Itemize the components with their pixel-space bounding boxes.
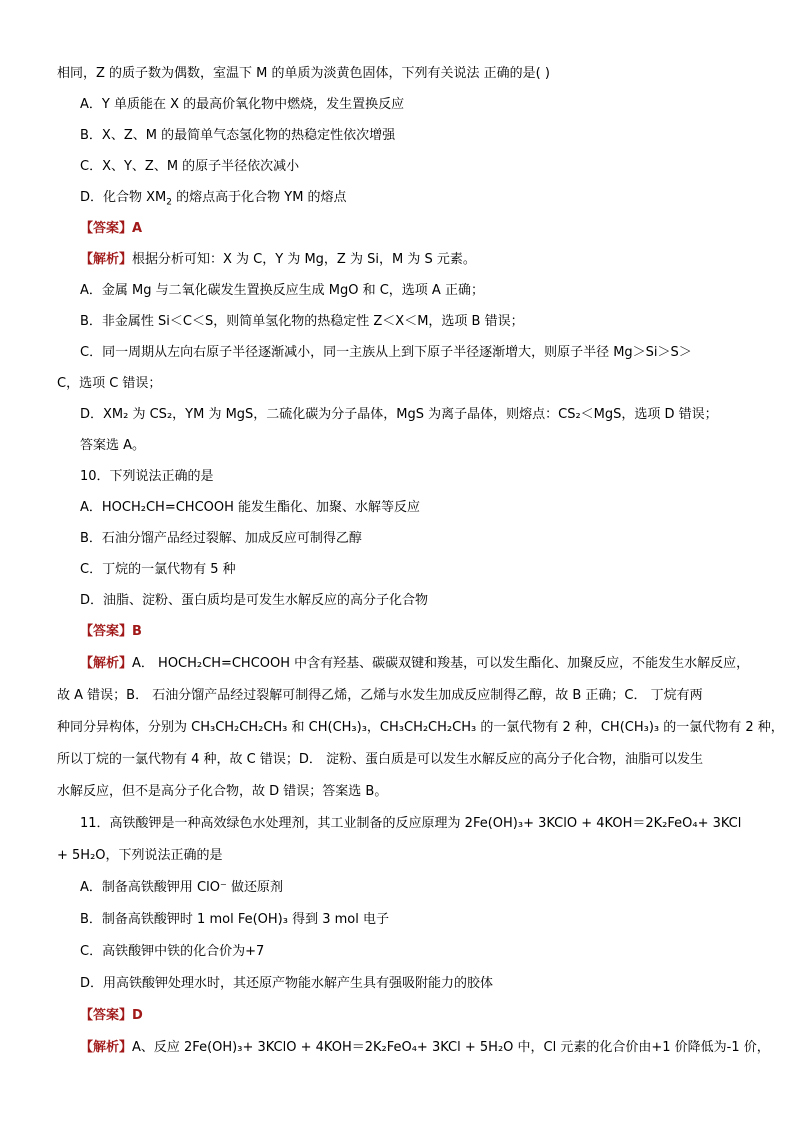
question-11-stem: 11．高铁酸钾是一种高效绿色水处理剂，其工业制备的反应原理为 2Fe(OH)₃+ 3KClO + 4KOH＝2K₂FeO₄+ 3KCl [80, 816, 742, 831]
answer-10: 【答案】B [80, 624, 142, 639]
explanation-10-line-2: 故 A 错误；B． 石油分馏产品经过裂解可制得乙烯，乙烯与水发生加成反应制得乙醇，故 B 正确；C． 丁烷有两 [57, 688, 703, 703]
question-11-option-d: D．用高铁酸钾处理水时，其还原产物能水解产生具有强吸附能力的胶体 [80, 976, 494, 991]
explanation-9-d: D．XM₂ 为 CS₂，YM 为 MgS，二硫化碳为分子晶体，MgS 为离子晶体，则熔点：CS₂＜MgS，选项 D 错误； [80, 407, 718, 422]
explanation-10-line-3: 种同分异构体，分别为 CH₃CH₂CH₂CH₃ 和 CH(CH₃)₃，CH₃CH₂CH₂CH₃ 的一氯代物有 2 种，CH(CH₃)₃ 的一氯代物有 2 种， [57, 720, 784, 735]
question-10-option-c: C．丁烷的一氯代物有 5 种 [80, 562, 236, 577]
answer-9: 【答案】A [80, 221, 143, 236]
explanation-9-c: C．同一周期从左向右原子半径逐渐减小，同一主族从上到下原子半径逐渐增大，则原子半径 Mg＞Si＞S＞ [80, 345, 692, 360]
question-9-option-d: D．化合物 $XM_2$ 的熔点高于化合物 YM 的熔点 [80, 190, 347, 208]
explanation-9-a: A．金属 Mg 与二氧化碳发生置换反应生成 MgO 和 C，选项 A 正确； [80, 283, 484, 298]
explanation-9-conclusion: 答案选 A。 [80, 438, 146, 453]
explanation-9-c-cont: C，选项 C 错误； [57, 376, 162, 391]
question-10-option-b: B．石油分馏产品经过裂解、加成反应可制得乙醇 [80, 531, 362, 546]
question-11-stem-cont: + 5H₂O，下列说法正确的是 [57, 848, 223, 863]
question-9-option-b: B．X、Z、M 的最简单气态氢化物的热稳定性依次增强 [80, 128, 396, 143]
question-10-option-d: D．油脂、淀粉、蛋白质均是可发生水解反应的高分子化合物 [80, 593, 429, 608]
question-9-option-a: A．Y 单质能在 X 的最高价氧化物中燃烧，发生置换反应 [80, 97, 405, 112]
explanation-11-line-1: 【解析】A、反应 2Fe(OH)₃+ 3KClO + 4KOH＝2K₂FeO₄+ 3KCl + 5H₂O 中，Cl 元素的化合价由+1 价降低为-1 价， [80, 1040, 770, 1055]
question-11-option-b: B．制备高铁酸钾时 1 mol Fe(OH)₃ 得到 3 mol 电子 [80, 912, 389, 927]
explanation-10-line-5: 水解反应，但不是高分子化合物，故 D 错误；答案选 B。 [57, 784, 388, 799]
question-11-option-a: A．制备高铁酸钾用 ClO⁻ 做还原剂 [80, 880, 283, 895]
explanation-9-b: B．非金属性 Si＜C＜S，则简单氢化物的热稳定性 Z＜X＜M，选项 B 错误； [80, 314, 524, 329]
question-9-stem: 相同，Z 的质子数为偶数，室温下 M 的单质为淡黄色固体，下列有关说法 正确的是( ) [57, 66, 550, 81]
explanation-9: 【解析】根据分析可知：X 为 C，Y 为 Mg，Z 为 Si，M 为 S 元素。 [80, 252, 476, 267]
question-10-stem: 10．下列说法正确的是 [80, 469, 214, 484]
question-10-option-a: A．HOCH₂CH=CHCOOH 能发生酯化、加聚、水解等反应 [80, 500, 421, 515]
question-9-option-c: C．X、Y、Z、M 的原子半径依次减小 [80, 159, 300, 174]
explanation-10-line-1: 【解析】A． HOCH₂CH=CHCOOH 中含有羟基、碳碳双键和羧基，可以发生酯化、加聚反应，不能发生水解反应， [80, 656, 750, 671]
question-11-option-c: C．高铁酸钾中铁的化合价为+7 [80, 944, 265, 959]
explanation-10-line-4: 所以丁烷的一氯代物有 4 种，故 C 错误；D． 淀粉、蛋白质是可以发生水解反应的高分子化合物，油脂可以发生 [57, 752, 704, 767]
answer-11: 【答案】D [80, 1008, 143, 1023]
